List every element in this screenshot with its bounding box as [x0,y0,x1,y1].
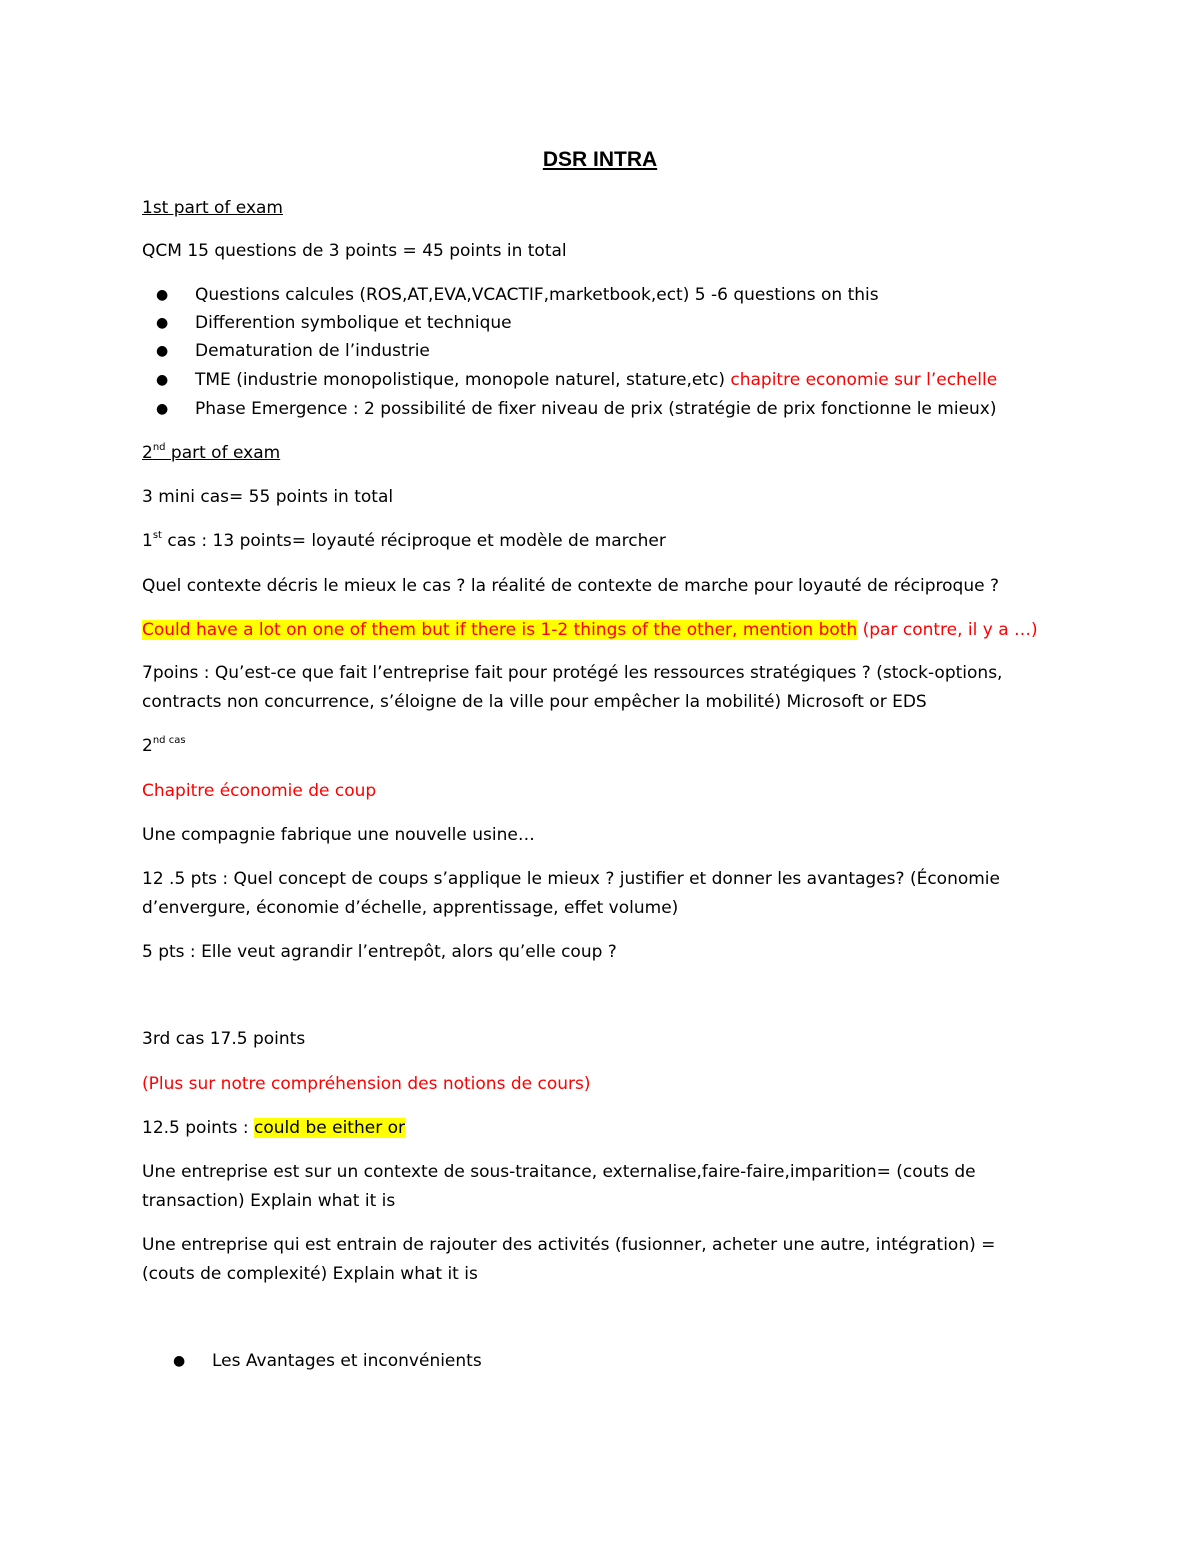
case1-note-highlight: Could have a lot on one of them but if there is 1-2 things of the other, mention both [142,620,858,640]
case2-sup: nd cas [152,735,186,747]
case3-red-note: (Plus sur notre compréhension des notions de cours) [142,1074,591,1094]
case3-b-line1: Une entreprise qui est entrain de rajouter des activités (fusionner, acheter une autre, intégration) = [142,1235,996,1255]
case3-b-line2: (couts de complexité) Explain what it is [142,1264,478,1284]
bullet-icon: ● [156,287,169,303]
bullet-icon: ● [156,343,169,359]
bullet-item [156,309,512,338]
bullet-text: Questions calcules (ROS,AT,EVA,VCACTIF,marketbook,ect) 5 -6 questions on this [195,285,879,305]
case2-q5: 5 pts : Elle veut agrandir l’entrepôt, alors qu’elle coup ? [142,942,617,962]
case2-heading [142,732,186,761]
part2-heading [142,439,280,468]
case3-heading: 3rd cas 17.5 points [142,1029,306,1049]
bullet-icon: ● [156,401,169,417]
bullet-item [156,281,879,310]
document-title: DSR INTRA [542,148,658,171]
bullet-text: Dematuration de l’industrie [195,341,430,361]
bullet-text: Differention symbolique et technique [195,313,512,333]
bullet-item [156,337,430,366]
part2-heading-sup: nd [152,442,166,454]
case2-intro: Une compagnie fabrique une nouvelle usine… [142,825,535,845]
case3-points-label: 12.5 points : [142,1118,255,1138]
case1-question: Quel contexte décris le mieux le cas ? la réalité de contexte de marche pour loyauté de réciproque ? [142,576,1000,596]
case1-q7-line1: 7poins : Qu’est-ce que fait l’entreprise fait pour protégé les ressources stratégiques ? (stock-options, [142,663,1003,683]
case3-a-line2: transaction) Explain what it is [142,1191,396,1211]
case1-num: 1 [142,531,153,551]
bullet-item [173,1347,482,1376]
part1-heading: 1st part of exam [142,198,283,218]
case1-note-red: (par contre, il y a …) [857,620,1038,640]
case2-q12-line1: 12 .5 pts : Quel concept de coups s’applique le mieux ? justifier et donner les avantages? (Économie [142,869,1000,889]
bullet-text: TME (industrie monopolistique, monopole naturel, stature,etc) [195,370,725,390]
bullet-item [156,395,997,424]
case3-points-highlight: could be either or [254,1118,405,1138]
case2-chapter: Chapitre économie de coup [142,781,377,801]
bullet-item [156,366,998,395]
bullet-icon: ● [173,1353,186,1369]
mini-cas-line: 3 mini cas= 55 points in total [142,487,394,507]
case3-a-line1: Une entreprise est sur un contexte de sous-traitance, externalise,faire-faire,imparition= (couts de [142,1162,976,1182]
bullet-red-note: chapitre economie sur l’echelle [730,370,998,390]
part2-heading-num: 2 [142,443,153,463]
bullet-icon: ● [156,315,169,331]
case1-q7-line2: contracts non concurrence, s’éloigne de la ville pour empêcher la mobilité) Microsoft or EDS [142,692,927,712]
part2-heading-rest: part of exam [165,443,281,463]
case1-sup: st [152,530,162,542]
case2-num: 2 [142,736,153,756]
case1-note [142,616,1038,645]
case1-heading [142,527,666,556]
bullet-text: Les Avantages et inconvénients [212,1351,482,1371]
qcm-line: QCM 15 questions de 3 points = 45 points in total [142,241,567,261]
bullet-text: Phase Emergence : 2 possibilité de fixer niveau de prix (stratégie de prix fonctionne le mieux) [195,399,997,419]
case2-q12-line2: d’envergure, économie d’échelle, apprentissage, effet volume) [142,898,679,918]
case3-points [142,1114,405,1143]
bullet-icon: ● [156,372,169,388]
case1-rest: cas : 13 points= loyauté réciproque et modèle de marcher [161,531,666,551]
